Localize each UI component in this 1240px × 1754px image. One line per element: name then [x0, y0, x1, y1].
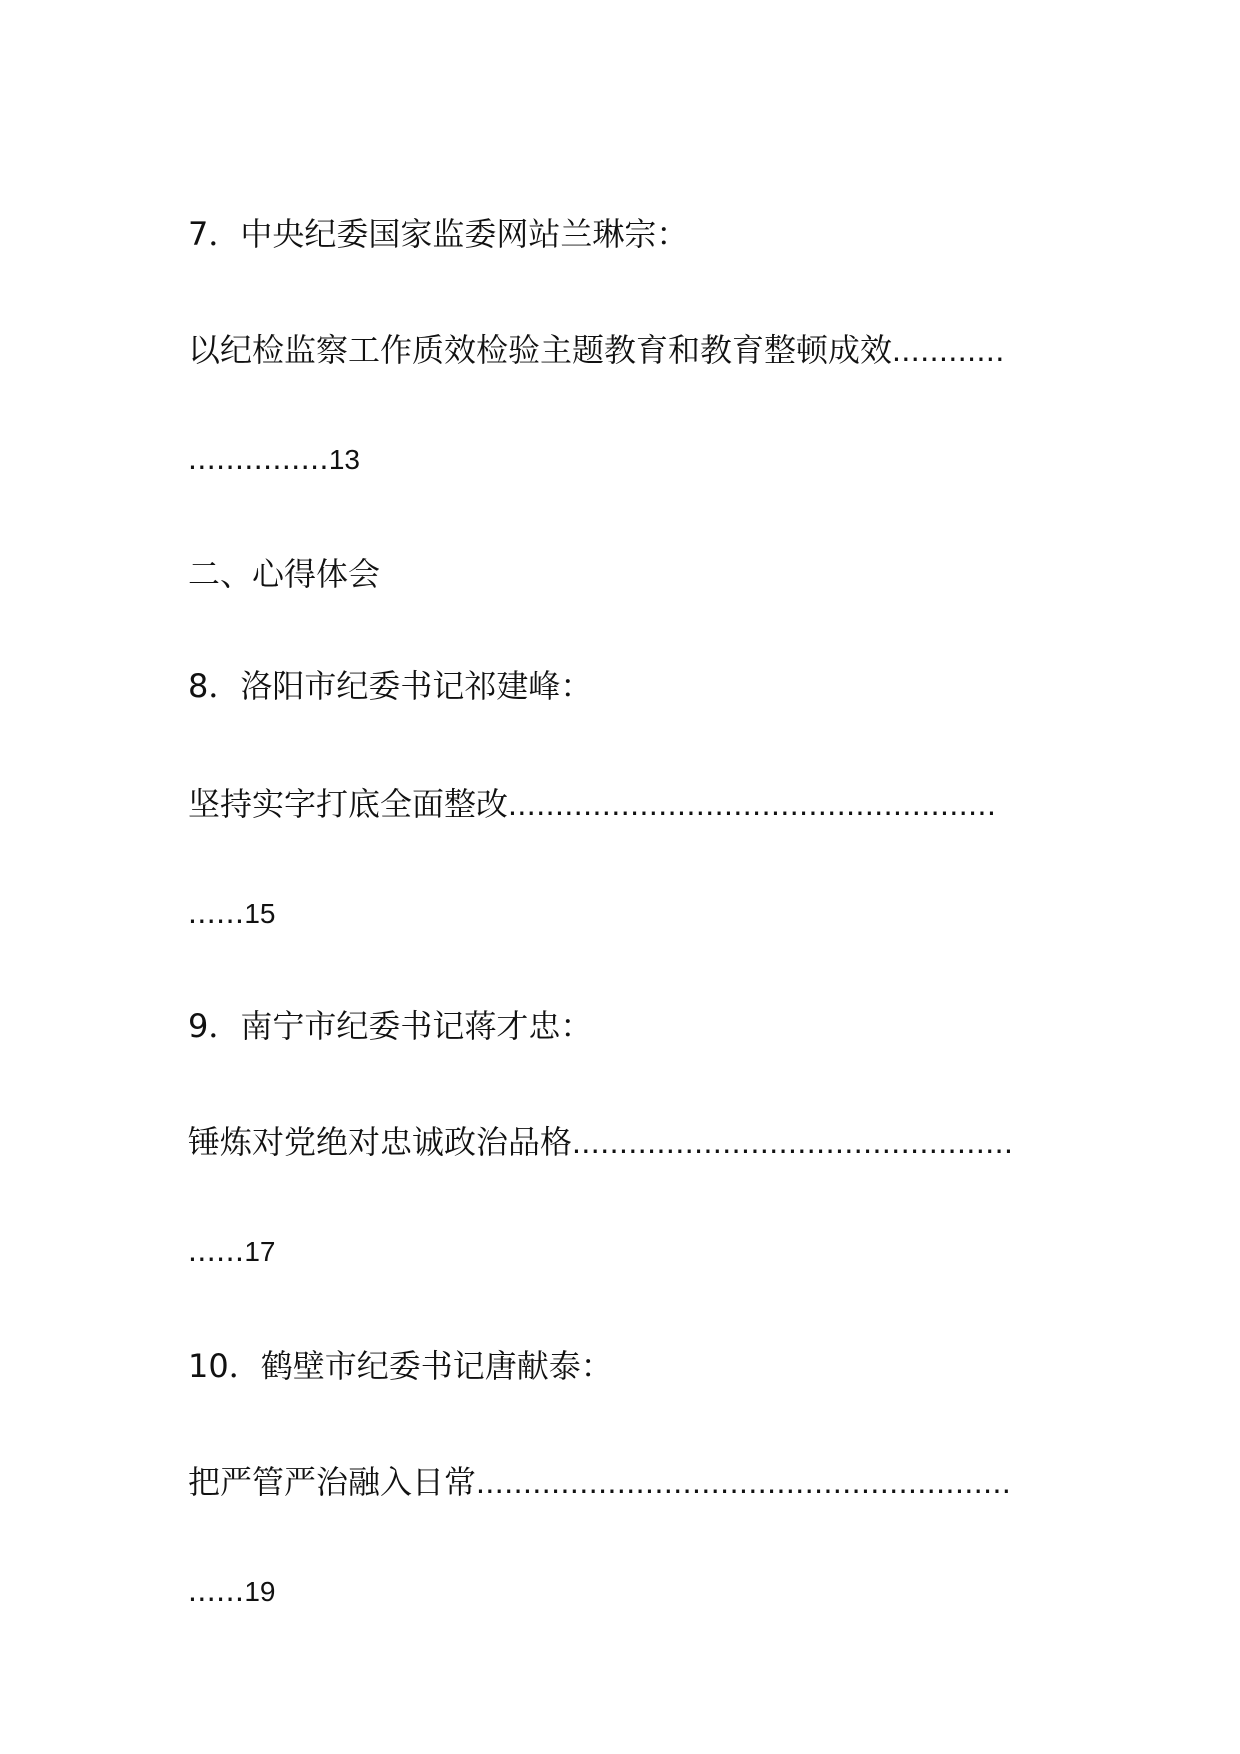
toc-entry-8-page-line — [188, 892, 276, 934]
toc-entry-9-title: 锤炼对党绝对忠诚政治品格 — [188, 1123, 573, 1161]
toc-entry-7-page: 13 — [328, 444, 361, 475]
toc-entry-8-page: 15 — [244, 898, 276, 929]
toc-entry-9-leader: ............................................... — [572, 1124, 1014, 1160]
toc-entry-8-title-line — [188, 784, 996, 824]
toc-entry-10-page: 19 — [244, 1576, 276, 1607]
toc-entry-10-title: 把严管严治融入日常 — [188, 1463, 477, 1501]
toc-entry-9-page-line — [188, 1230, 276, 1272]
toc-entry-7-heading: 7．中央纪委国家监委网站兰琳宗： — [188, 215, 689, 253]
toc-entry-10-heading: 10．鹤壁市纪委书记唐献泰： — [188, 1347, 613, 1385]
toc-entry-8-heading: 8．洛阳市纪委书记祁建峰： — [188, 667, 593, 705]
toc-entry-7-leader: ............ — [892, 332, 1005, 368]
toc-entry-7-title-line — [188, 330, 1005, 370]
toc-entry-7-title: 以纪检监察工作质效检验主题教育和教育整顿成效 — [188, 331, 893, 369]
toc-entry-10-title-line — [188, 1462, 1011, 1502]
toc-entry-10-leader-cont: ...... — [188, 1572, 245, 1608]
toc-entry-9-title-line — [188, 1122, 1013, 1162]
toc-entry-8-leader-cont: ...... — [188, 894, 245, 930]
toc-entry-8-leader: .................................................... — [508, 786, 997, 822]
toc-entry-7-leader-cont: ............... — [188, 440, 329, 476]
toc-entry-8-title: 坚持实字打底全面整改 — [188, 785, 509, 823]
toc-entry-9-page: 17 — [244, 1236, 276, 1267]
toc-entry-10-leader: ......................................................... — [476, 1464, 1012, 1500]
section-heading: 二、心得体会 — [188, 555, 381, 593]
toc-entry-9-leader-cont: ...... — [188, 1232, 245, 1268]
toc-entry-9-heading: 9．南宁市纪委书记蒋才忠： — [188, 1007, 593, 1045]
toc-entry-10-page-line — [188, 1570, 276, 1612]
toc-entry-7-page-line — [188, 438, 360, 480]
